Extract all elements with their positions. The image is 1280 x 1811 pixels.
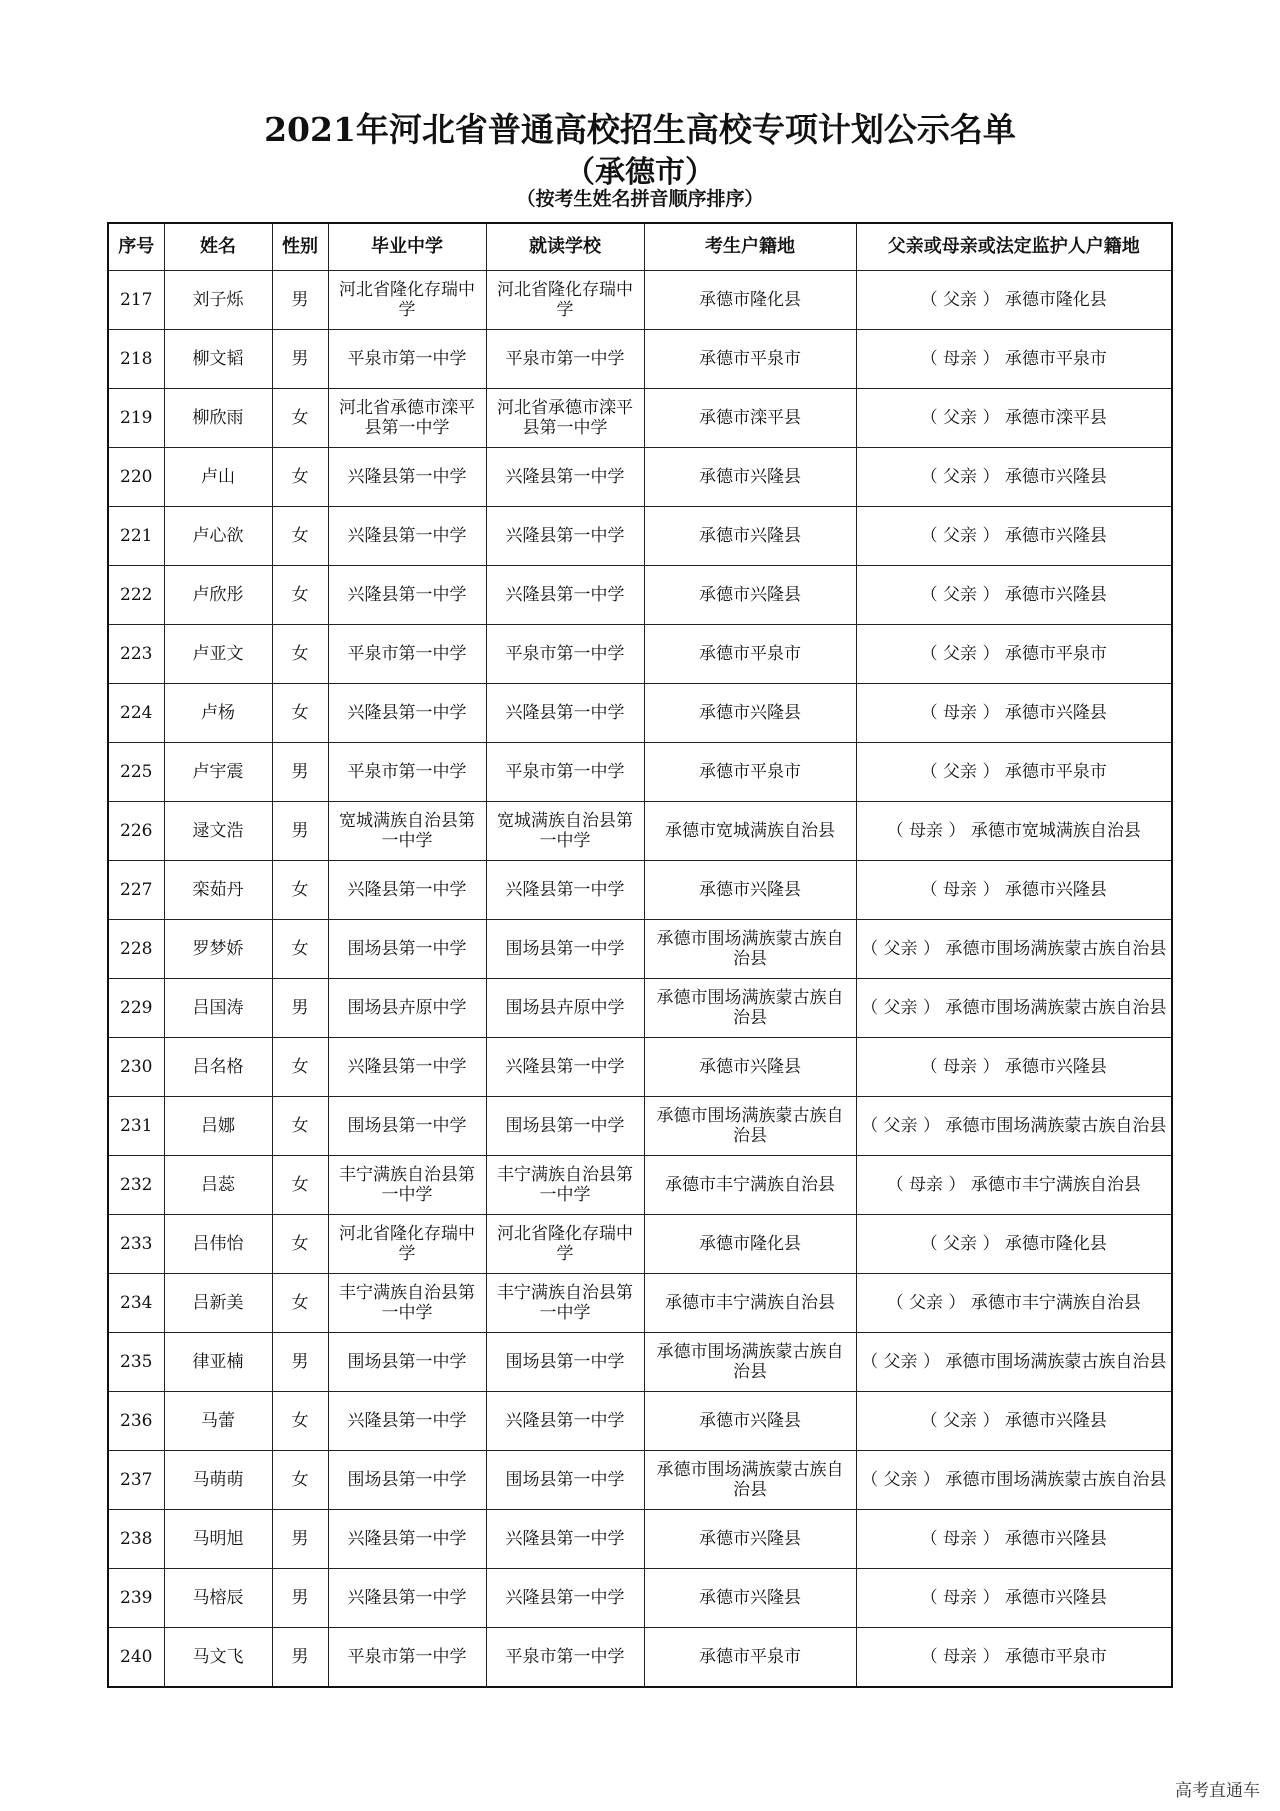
cell-parent-hukou: （ 父亲 ） 承德市围场满族蒙古族自治县 xyxy=(856,920,1172,979)
cell-graduated-school: 兴隆县第一中学 xyxy=(328,1038,486,1097)
cell-parent-hukou: （ 父亲 ） 承德市兴隆县 xyxy=(856,507,1172,566)
cell-student-hukou: 承德市兴隆县 xyxy=(644,507,856,566)
table-row xyxy=(108,271,1172,330)
cell-parent-hukou: （ 母亲 ） 承德市兴隆县 xyxy=(856,1569,1172,1628)
cell-student-hukou: 承德市围场满族蒙古族自治县 xyxy=(644,1451,856,1510)
cell-student-hukou: 承德市隆化县 xyxy=(644,1215,856,1274)
cell-current-school: 兴隆县第一中学 xyxy=(486,1569,644,1628)
cell-graduated-school: 平泉市第一中学 xyxy=(328,743,486,802)
cell-parent-hukou: （ 父亲 ） 承德市围场满族蒙古族自治县 xyxy=(856,979,1172,1038)
table-row xyxy=(108,1156,1172,1215)
cell-serial: 229 xyxy=(108,979,164,1038)
cell-gender: 女 xyxy=(272,1097,328,1156)
cell-current-school: 围场县第一中学 xyxy=(486,1451,644,1510)
page-subtitle: （承德市） xyxy=(565,155,715,190)
cell-graduated-school: 兴隆县第一中学 xyxy=(328,684,486,743)
cell-serial: 219 xyxy=(108,389,164,448)
cell-name: 吕名格 xyxy=(164,1038,272,1097)
table-row xyxy=(108,1392,1172,1451)
cell-serial: 239 xyxy=(108,1569,164,1628)
watermark-text: 高考直通车 xyxy=(1175,1781,1260,1801)
cell-current-school: 围场县第一中学 xyxy=(486,1097,644,1156)
table-row xyxy=(108,1038,1172,1097)
cell-serial: 232 xyxy=(108,1156,164,1215)
cell-student-hukou: 承德市兴隆县 xyxy=(644,1038,856,1097)
cell-current-school: 丰宁满族自治县第一中学 xyxy=(486,1156,644,1215)
cell-current-school: 兴隆县第一中学 xyxy=(486,861,644,920)
cell-serial: 220 xyxy=(108,448,164,507)
cell-parent-hukou: （ 父亲 ） 承德市隆化县 xyxy=(856,271,1172,330)
table-row xyxy=(108,979,1172,1038)
cell-gender: 男 xyxy=(272,743,328,802)
cell-gender: 女 xyxy=(272,1392,328,1451)
table-row xyxy=(108,743,1172,802)
header-cell: 就读学校 xyxy=(486,223,644,271)
cell-gender: 女 xyxy=(272,1038,328,1097)
cell-parent-hukou: （ 父亲 ） 承德市兴隆县 xyxy=(856,1392,1172,1451)
cell-student-hukou: 承德市兴隆县 xyxy=(644,1510,856,1569)
cell-serial: 218 xyxy=(108,330,164,389)
cell-serial: 227 xyxy=(108,861,164,920)
cell-name: 吕蕊 xyxy=(164,1156,272,1215)
header-cell: 考生户籍地 xyxy=(644,223,856,271)
cell-name: 卢心欲 xyxy=(164,507,272,566)
cell-name: 卢亚文 xyxy=(164,625,272,684)
cell-current-school: 河北省隆化存瑞中学 xyxy=(486,1215,644,1274)
table-row xyxy=(108,448,1172,507)
cell-name: 卢宇震 xyxy=(164,743,272,802)
cell-student-hukou: 承德市丰宁满族自治县 xyxy=(644,1274,856,1333)
cell-parent-hukou: （ 母亲 ） 承德市兴隆县 xyxy=(856,684,1172,743)
cell-current-school: 兴隆县第一中学 xyxy=(486,448,644,507)
cell-current-school: 河北省承德市滦平县第一中学 xyxy=(486,389,644,448)
cell-name: 栾茹丹 xyxy=(164,861,272,920)
cell-parent-hukou: （ 母亲 ） 承德市平泉市 xyxy=(856,1628,1172,1688)
cell-gender: 女 xyxy=(272,684,328,743)
cell-graduated-school: 围场县第一中学 xyxy=(328,1097,486,1156)
cell-name: 吕新美 xyxy=(164,1274,272,1333)
table-row xyxy=(108,1628,1172,1688)
table-row xyxy=(108,1274,1172,1333)
header-row xyxy=(108,223,1172,271)
cell-gender: 男 xyxy=(272,1510,328,1569)
cell-name: 吕国涛 xyxy=(164,979,272,1038)
cell-name: 柳欣雨 xyxy=(164,389,272,448)
table-row xyxy=(108,1510,1172,1569)
roster-table xyxy=(107,222,1173,1688)
cell-serial: 230 xyxy=(108,1038,164,1097)
cell-serial: 231 xyxy=(108,1097,164,1156)
cell-parent-hukou: （ 母亲 ） 承德市宽城满族自治县 xyxy=(856,802,1172,861)
cell-graduated-school: 河北省隆化存瑞中学 xyxy=(328,271,486,330)
cell-current-school: 兴隆县第一中学 xyxy=(486,684,644,743)
table-row xyxy=(108,330,1172,389)
cell-name: 马明旭 xyxy=(164,1510,272,1569)
cell-current-school: 河北省隆化存瑞中学 xyxy=(486,271,644,330)
cell-student-hukou: 承德市兴隆县 xyxy=(644,684,856,743)
cell-graduated-school: 围场县卉原中学 xyxy=(328,979,486,1038)
table-row xyxy=(108,1215,1172,1274)
cell-parent-hukou: （ 父亲 ） 承德市围场满族蒙古族自治县 xyxy=(856,1451,1172,1510)
cell-student-hukou: 承德市兴隆县 xyxy=(644,1392,856,1451)
cell-name: 马文飞 xyxy=(164,1628,272,1688)
cell-parent-hukou: （ 父亲 ） 承德市兴隆县 xyxy=(856,566,1172,625)
header-cell: 序号 xyxy=(108,223,164,271)
cell-name: 逯文浩 xyxy=(164,802,272,861)
cell-serial: 225 xyxy=(108,743,164,802)
cell-student-hukou: 承德市围场满族蒙古族自治县 xyxy=(644,920,856,979)
cell-serial: 217 xyxy=(108,271,164,330)
cell-parent-hukou: （ 父亲 ） 承德市丰宁满族自治县 xyxy=(856,1274,1172,1333)
cell-student-hukou: 承德市兴隆县 xyxy=(644,861,856,920)
cell-student-hukou: 承德市平泉市 xyxy=(644,330,856,389)
cell-current-school: 围场县第一中学 xyxy=(486,1333,644,1392)
cell-gender: 男 xyxy=(272,979,328,1038)
cell-student-hukou: 承德市丰宁满族自治县 xyxy=(644,1156,856,1215)
cell-serial: 228 xyxy=(108,920,164,979)
cell-parent-hukou: （ 母亲 ） 承德市丰宁满族自治县 xyxy=(856,1156,1172,1215)
table-row xyxy=(108,920,1172,979)
table-row xyxy=(108,1569,1172,1628)
cell-current-school: 平泉市第一中学 xyxy=(486,330,644,389)
cell-student-hukou: 承德市兴隆县 xyxy=(644,566,856,625)
cell-parent-hukou: （ 母亲 ） 承德市平泉市 xyxy=(856,330,1172,389)
cell-parent-hukou: （ 母亲 ） 承德市兴隆县 xyxy=(856,861,1172,920)
cell-student-hukou: 承德市滦平县 xyxy=(644,389,856,448)
cell-serial: 236 xyxy=(108,1392,164,1451)
table-row xyxy=(108,389,1172,448)
cell-student-hukou: 承德市围场满族蒙古族自治县 xyxy=(644,1333,856,1392)
cell-gender: 女 xyxy=(272,625,328,684)
cell-graduated-school: 平泉市第一中学 xyxy=(328,330,486,389)
table-row xyxy=(108,1333,1172,1392)
cell-student-hukou: 承德市宽城满族自治县 xyxy=(644,802,856,861)
cell-current-school: 平泉市第一中学 xyxy=(486,1628,644,1688)
table-row xyxy=(108,684,1172,743)
cell-parent-hukou: （ 父亲 ） 承德市围场满族蒙古族自治县 xyxy=(856,1097,1172,1156)
table-row xyxy=(108,507,1172,566)
cell-name: 罗梦娇 xyxy=(164,920,272,979)
cell-serial: 223 xyxy=(108,625,164,684)
table-row xyxy=(108,566,1172,625)
cell-current-school: 围场县第一中学 xyxy=(486,920,644,979)
cell-gender: 男 xyxy=(272,1569,328,1628)
cell-gender: 男 xyxy=(272,1628,328,1688)
cell-current-school: 兴隆县第一中学 xyxy=(486,1392,644,1451)
cell-student-hukou: 承德市围场满族蒙古族自治县 xyxy=(644,979,856,1038)
cell-graduated-school: 兴隆县第一中学 xyxy=(328,448,486,507)
cell-gender: 女 xyxy=(272,1156,328,1215)
table-row xyxy=(108,861,1172,920)
cell-name: 卢欣彤 xyxy=(164,566,272,625)
cell-current-school: 平泉市第一中学 xyxy=(486,625,644,684)
table-row xyxy=(108,1451,1172,1510)
cell-serial: 235 xyxy=(108,1333,164,1392)
cell-graduated-school: 丰宁满族自治县第一中学 xyxy=(328,1274,486,1333)
cell-graduated-school: 河北省隆化存瑞中学 xyxy=(328,1215,486,1274)
cell-name: 律亚楠 xyxy=(164,1333,272,1392)
cell-student-hukou: 承德市兴隆县 xyxy=(644,448,856,507)
cell-current-school: 平泉市第一中学 xyxy=(486,743,644,802)
cell-graduated-school: 河北省承德市滦平县第一中学 xyxy=(328,389,486,448)
cell-parent-hukou: （ 父亲 ） 承德市滦平县 xyxy=(856,389,1172,448)
cell-serial: 221 xyxy=(108,507,164,566)
cell-gender: 男 xyxy=(272,271,328,330)
cell-current-school: 宽城满族自治县第一中学 xyxy=(486,802,644,861)
cell-parent-hukou: （ 父亲 ） 承德市围场满族蒙古族自治县 xyxy=(856,1333,1172,1392)
sort-note: （按考生姓名拼音顺序排序） xyxy=(516,188,764,210)
cell-parent-hukou: （ 母亲 ） 承德市兴隆县 xyxy=(856,1510,1172,1569)
cell-gender: 女 xyxy=(272,448,328,507)
cell-name: 马萌萌 xyxy=(164,1451,272,1510)
cell-name: 吕伟怡 xyxy=(164,1215,272,1274)
cell-graduated-school: 兴隆县第一中学 xyxy=(328,861,486,920)
cell-current-school: 兴隆县第一中学 xyxy=(486,1510,644,1569)
cell-serial: 237 xyxy=(108,1451,164,1510)
cell-graduated-school: 平泉市第一中学 xyxy=(328,1628,486,1688)
cell-gender: 女 xyxy=(272,1451,328,1510)
cell-graduated-school: 围场县第一中学 xyxy=(328,920,486,979)
cell-gender: 女 xyxy=(272,507,328,566)
cell-graduated-school: 兴隆县第一中学 xyxy=(328,1510,486,1569)
header-cell: 姓名 xyxy=(164,223,272,271)
cell-parent-hukou: （ 父亲 ） 承德市兴隆县 xyxy=(856,448,1172,507)
cell-gender: 女 xyxy=(272,1274,328,1333)
cell-graduated-school: 平泉市第一中学 xyxy=(328,625,486,684)
cell-gender: 女 xyxy=(272,861,328,920)
cell-graduated-school: 围场县第一中学 xyxy=(328,1333,486,1392)
cell-serial: 224 xyxy=(108,684,164,743)
cell-gender: 女 xyxy=(272,1215,328,1274)
cell-student-hukou: 承德市平泉市 xyxy=(644,743,856,802)
cell-gender: 男 xyxy=(272,802,328,861)
cell-parent-hukou: （ 父亲 ） 承德市隆化县 xyxy=(856,1215,1172,1274)
page-title: 2021年河北省普通高校招生高校专项计划公示名单 xyxy=(264,110,1016,149)
cell-parent-hukou: （ 父亲 ） 承德市平泉市 xyxy=(856,743,1172,802)
cell-name: 马榕辰 xyxy=(164,1569,272,1628)
cell-current-school: 兴隆县第一中学 xyxy=(486,507,644,566)
cell-graduated-school: 丰宁满族自治县第一中学 xyxy=(328,1156,486,1215)
cell-graduated-school: 围场县第一中学 xyxy=(328,1451,486,1510)
cell-serial: 234 xyxy=(108,1274,164,1333)
cell-student-hukou: 承德市围场满族蒙古族自治县 xyxy=(644,1097,856,1156)
cell-name: 卢山 xyxy=(164,448,272,507)
table-row xyxy=(108,1097,1172,1156)
cell-parent-hukou: （ 父亲 ） 承德市平泉市 xyxy=(856,625,1172,684)
cell-parent-hukou: （ 母亲 ） 承德市兴隆县 xyxy=(856,1038,1172,1097)
header-cell: 父亲或母亲或法定监护人户籍地 xyxy=(856,223,1172,271)
cell-graduated-school: 兴隆县第一中学 xyxy=(328,1569,486,1628)
cell-serial: 238 xyxy=(108,1510,164,1569)
cell-student-hukou: 承德市隆化县 xyxy=(644,271,856,330)
header-cell: 毕业中学 xyxy=(328,223,486,271)
cell-name: 马蕾 xyxy=(164,1392,272,1451)
cell-serial: 233 xyxy=(108,1215,164,1274)
cell-gender: 男 xyxy=(272,1333,328,1392)
cell-current-school: 兴隆县第一中学 xyxy=(486,1038,644,1097)
cell-serial: 240 xyxy=(108,1628,164,1688)
cell-serial: 222 xyxy=(108,566,164,625)
table-row xyxy=(108,625,1172,684)
cell-student-hukou: 承德市平泉市 xyxy=(644,625,856,684)
cell-current-school: 丰宁满族自治县第一中学 xyxy=(486,1274,644,1333)
cell-current-school: 兴隆县第一中学 xyxy=(486,566,644,625)
cell-gender: 男 xyxy=(272,330,328,389)
table-row xyxy=(108,802,1172,861)
cell-name: 刘子烁 xyxy=(164,271,272,330)
cell-gender: 女 xyxy=(272,389,328,448)
cell-name: 卢杨 xyxy=(164,684,272,743)
cell-graduated-school: 兴隆县第一中学 xyxy=(328,566,486,625)
cell-graduated-school: 宽城满族自治县第一中学 xyxy=(328,802,486,861)
cell-name: 柳文韬 xyxy=(164,330,272,389)
cell-graduated-school: 兴隆县第一中学 xyxy=(328,507,486,566)
cell-serial: 226 xyxy=(108,802,164,861)
cell-gender: 女 xyxy=(272,566,328,625)
cell-graduated-school: 兴隆县第一中学 xyxy=(328,1392,486,1451)
cell-student-hukou: 承德市平泉市 xyxy=(644,1628,856,1688)
cell-student-hukou: 承德市兴隆县 xyxy=(644,1569,856,1628)
cell-current-school: 围场县卉原中学 xyxy=(486,979,644,1038)
cell-name: 吕娜 xyxy=(164,1097,272,1156)
cell-gender: 女 xyxy=(272,920,328,979)
table-body xyxy=(108,271,1172,1688)
header-cell: 性别 xyxy=(272,223,328,271)
